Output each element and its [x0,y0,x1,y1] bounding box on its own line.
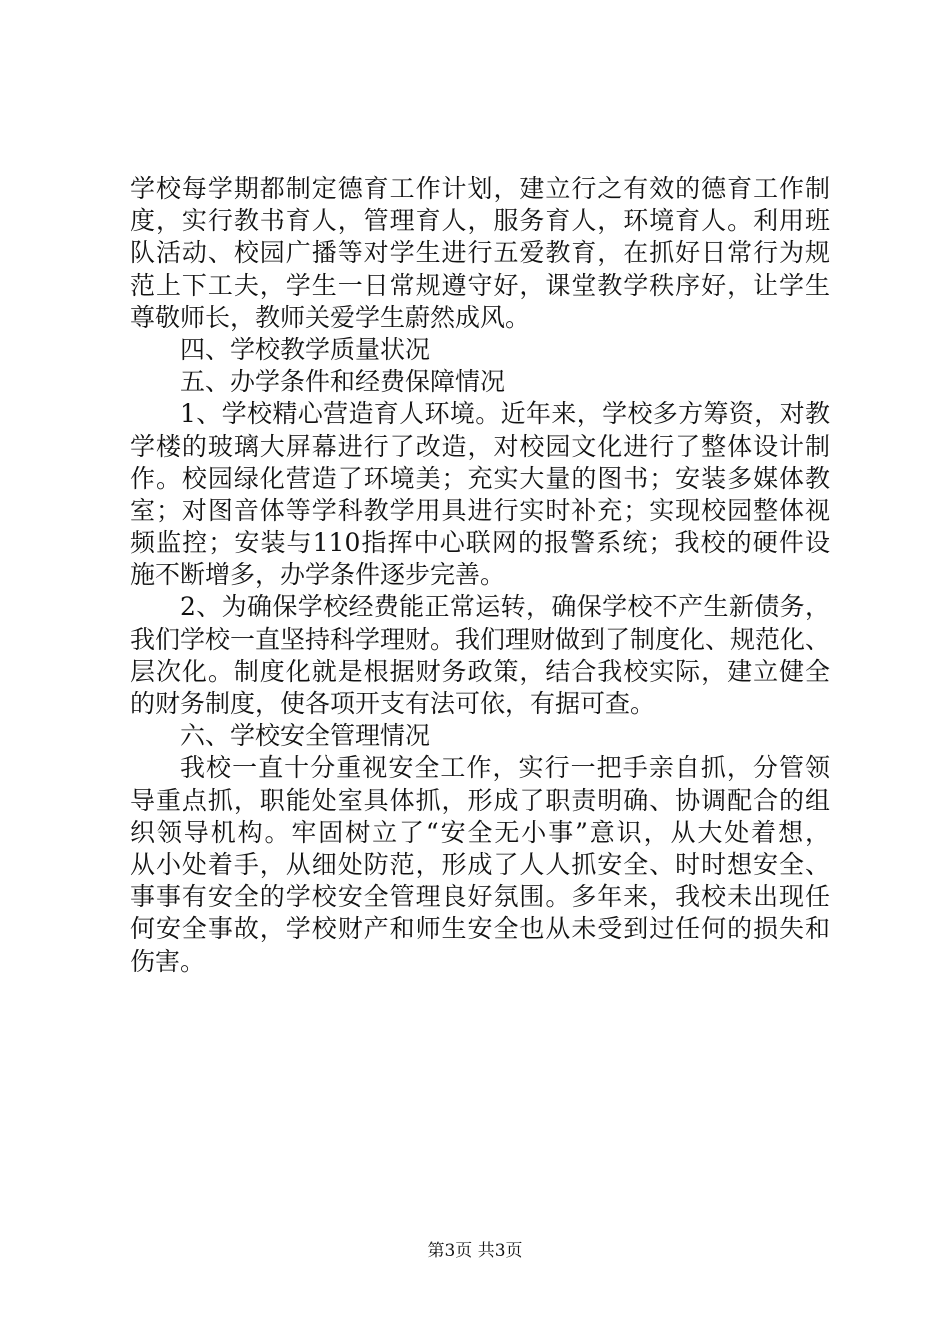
text-line: 室；对图音体等学科教学用具进行实时补充；实现校园整体视 [130,495,830,525]
text-line: 度，实行教书育人，管理育人，服务育人，环境育人。利用班 [130,206,830,236]
text-line: 我们学校一直坚持科学理财。我们理财做到了制度化、规范化、 [130,624,830,654]
text-line: 频监控；安装与110指挥中心联网的报警系统；我校的硬件设 [130,528,830,558]
text-line: 织领导机构。牢固树立了“安全无小事”意识，从大处着想， [130,817,830,847]
text-line: 伤害。 [130,946,206,976]
text-line: 施不断增多，办学条件逐步完善。 [130,560,506,590]
text-line: 的财务制度，使各项开支有法可依，有据可查。 [130,689,656,718]
text-line: 从小处着手，从细处防范，形成了人人抓安全、时时想安全、 [130,849,830,879]
page-footer: 第3页 共3页 [427,1241,523,1261]
section-heading: 六、学校安全管理情况 [180,721,431,751]
text-line: 事事有安全的学校安全管理良好氛围。多年来，我校未出现任 [130,882,830,912]
text-line: 学楼的玻璃大屏幕进行了改造，对校园文化进行了整体设计制 [130,431,830,461]
text-line: 作。校园绿化营造了环境美；充实大量的图书；安装多媒体教 [130,463,830,493]
text-line: 何安全事故，学校财产和师生安全也从未受到过任何的损失和 [130,914,830,944]
text-line: 2、为确保学校经费能正常运转，确保学校不产生新债务， [180,592,830,622]
text-line: 导重点抓，职能处室具体抓，形成了职责明确、协调配合的组 [130,785,830,815]
text-line: 尊敬师长，教师关爱学生蔚然成风。 [130,302,531,332]
section-heading: 四、学校教学质量状况 [180,334,431,364]
document-body [130,173,830,978]
text-line: 1、学校精心营造育人环境。近年来，学校多方筹资，对教 [180,399,830,429]
text-line: 层次化。制度化就是根据财务政策，结合我校实际，建立健全 [130,656,830,686]
text-line: 学校每学期都制定德育工作计划，建立行之有效的德育工作制 [130,174,830,203]
text-line: 我校一直十分重视安全工作，实行一把手亲自抓，分管领 [180,753,830,783]
text-line: 队活动、校园广播等对学生进行五爱教育，在抓好日常行为规 [130,238,830,268]
text-line: 范上下工夫，学生一日常规遵守好，课堂教学秩序好，让学生 [130,270,830,300]
section-heading: 五、办学条件和经费保障情况 [180,367,506,397]
